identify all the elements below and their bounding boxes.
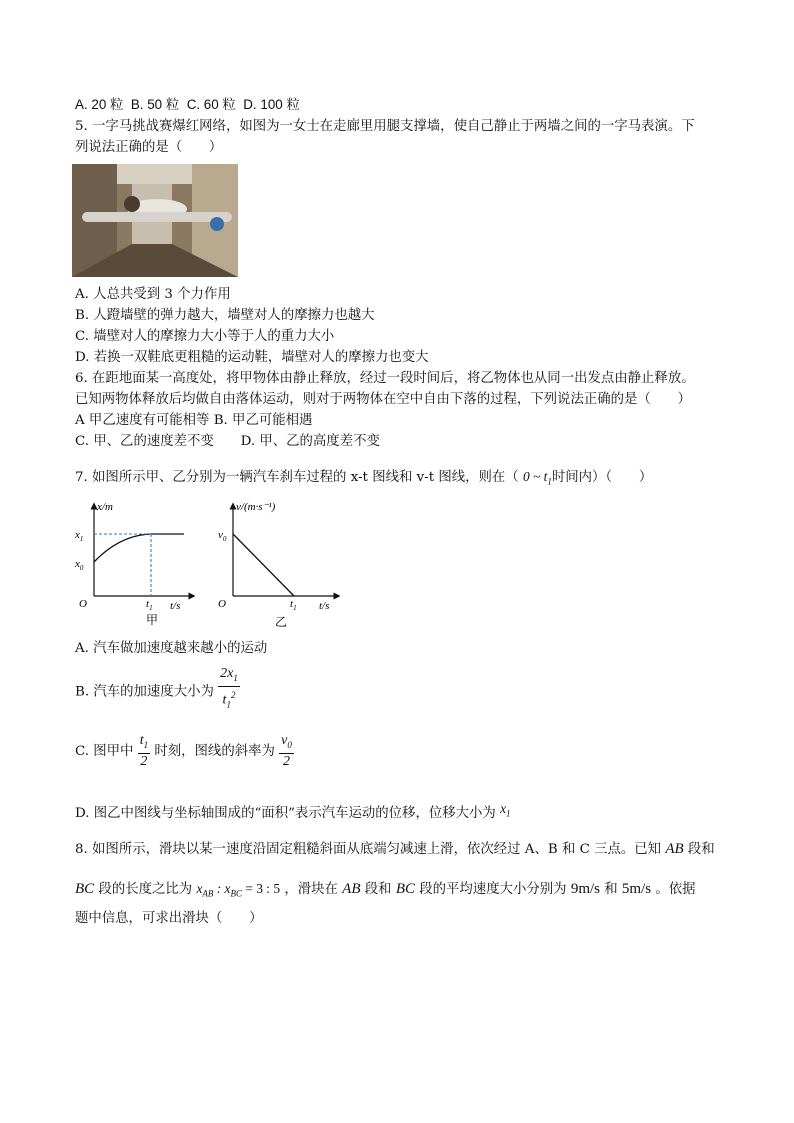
q7-option-c-text2: 时刻，图线的斜率为 [154,744,275,759]
q8-stem-line2e: 。依据 [655,882,696,897]
q7-graph-b-ylabel: v/(m·s⁻¹) [236,501,276,513]
q7-graph-a-ytick-top: $x_1$ [75,529,84,543]
q7-stem-text: 7. 如图所示甲、乙分别为一辆汽车刹车过程的 x-t 图线和 v-t 图线，则在（ [75,470,519,485]
q6-option-cd: C. 甲、乙的速度差不变 D. 甲、乙的高度差不变 [75,434,380,449]
q7-option-d [75,800,511,823]
q7-graph-b-origin: O [218,598,226,610]
q4-option-c: C. 60 粒 [186,97,236,112]
q8-ratio: $x_{AB}$ : $x_{BC} = 3$ : 5 [196,881,281,899]
q5-option-b: B. 人蹬墙壁的弹力越大，墙壁对人的摩擦力也越大 [75,308,375,323]
q7-option-c-text1: C. 图甲中 [75,744,134,759]
q5-option-d: D. 若换一双鞋底更粗糙的运动鞋，墙壁对人的摩擦力也变大 [75,350,429,365]
q7-graph-a-origin: O [79,598,87,610]
q7-graph-a-ylabel: x/m [97,501,113,513]
q8-stem-line2b: ，滑块在 [284,882,338,897]
q7-graph-b-caption: 乙 [275,615,288,628]
q4-option-a: A. 20 粒 [75,97,124,112]
q7-option-c-numerator2: $v_0$ [279,733,294,754]
q5-option-c: C. 墙壁对人的摩擦力大小等于人的重力大小 [75,329,335,344]
q4-option-b: B. 50 粒 [130,97,180,112]
q7-stem [75,468,652,491]
q5-photo-illustration [72,164,238,277]
q5-stem-line1: 5. 一字马挑战赛爆红网络，如图为一女士在走廊里用腿支撑墙，使自己静止于两墙之间的一字马表演。下 [75,119,695,134]
q8-ab: AB [665,841,684,857]
q7-option-c-numerator1: $t_1$ [138,733,150,754]
q7-option-d-text: D. 图乙中图线与坐标轴围成的“面积”表示汽车运动的位移，位移大小为 [75,806,496,821]
q7-graph-a-xlabel: t/s [170,600,181,612]
q7-graph-b-line [233,534,294,596]
q4-options [75,96,300,114]
q7-option-c [75,732,294,772]
q6-stem-line1: 6. 在距地面某一高度处，将甲物体由静止释放，经过一段时间后，将乙物体也从同一出发点由静止释放。 [75,371,695,386]
q8-stem-line1b: 段和 [687,842,715,857]
q7-option-b-text: B. 汽车的加速度大小为 [75,684,214,700]
q8-stem-line2 [75,880,696,903]
q8-v2: 5m/s [621,881,652,897]
q7-range-sub: 1 [547,476,552,487]
q8-stem-line1 [75,840,715,859]
q7-option-c-fraction1 [138,733,150,770]
q7-option-c-denominator1: 2 [140,753,148,769]
q8-bc: BC [75,881,95,897]
q6-stem-line2: 已知两物体释放后均做自由落体运动，则对于两物体在空中自由下落的过程，下列说法正确的是（ ） [75,392,691,407]
q8-bc2: BC [395,881,415,897]
q8-ab2: AB [342,881,361,897]
q8-stem-line2a: 段的长度之比为 [98,882,193,897]
q7-option-b-denominator: $t_1^2$ [222,689,236,710]
q7-graph-b-ytick: $v_0$ [218,529,227,543]
q7-stem-tail: 时间内）（ ） [551,470,653,485]
q7-graph-a-xtick: $t_1$ [146,598,153,612]
q7-stem-range [522,469,552,487]
q7-option-b-fraction [218,666,240,712]
q7-option-b [75,666,240,712]
q8-stem-line3: 题中信息，可求出滑块（ ） [75,911,263,926]
q7-graph-a-ytick-bottom: $x_0$ [75,558,84,572]
q5-option-a: A. 人总共受到 3 个力作用 [75,287,231,302]
q8-stem-line2c: 段和 [364,882,392,897]
q8-stem-line2d: 段的平均速度大小分别为 [419,882,567,897]
q7-option-d-var: $x_1$ [500,801,511,819]
q7-option-c-denominator2: 2 [283,753,291,769]
q7-graph-a-curve [94,534,184,562]
q7-option-b-numerator: $2x_1$ [218,666,240,687]
q5-stem-line2: 列说法正确的是（ ） [75,140,223,155]
q7-option-c-fraction2 [279,733,294,770]
q5-photo [72,164,238,277]
q7-graph-b [212,498,347,628]
q8-stem-line1a: 8. 如图所示，滑块以某一速度沿固定粗糙斜面从底端匀减速上滑，依次经过 A、B 和 C 三点。已知 [75,842,662,857]
q7-graph-b-xlabel: t/s [319,600,330,612]
q4-option-d: D. 100 粒 [243,97,300,112]
q7-graph-b-xtick: $t_1$ [290,598,297,612]
q7-option-a: A. 汽车做加速度越来越小的运动 [75,641,268,656]
q8-and: 和 [604,882,618,897]
q6-option-ab: A 甲乙速度有可能相等 B. 甲乙可能相遇 [75,413,313,428]
q7-graph-a-caption: 甲 [146,613,159,627]
q8-v1: 9m/s [570,881,600,897]
q7-graph-a [70,498,195,628]
q7-range-text: 0 ~ t [522,469,548,484]
